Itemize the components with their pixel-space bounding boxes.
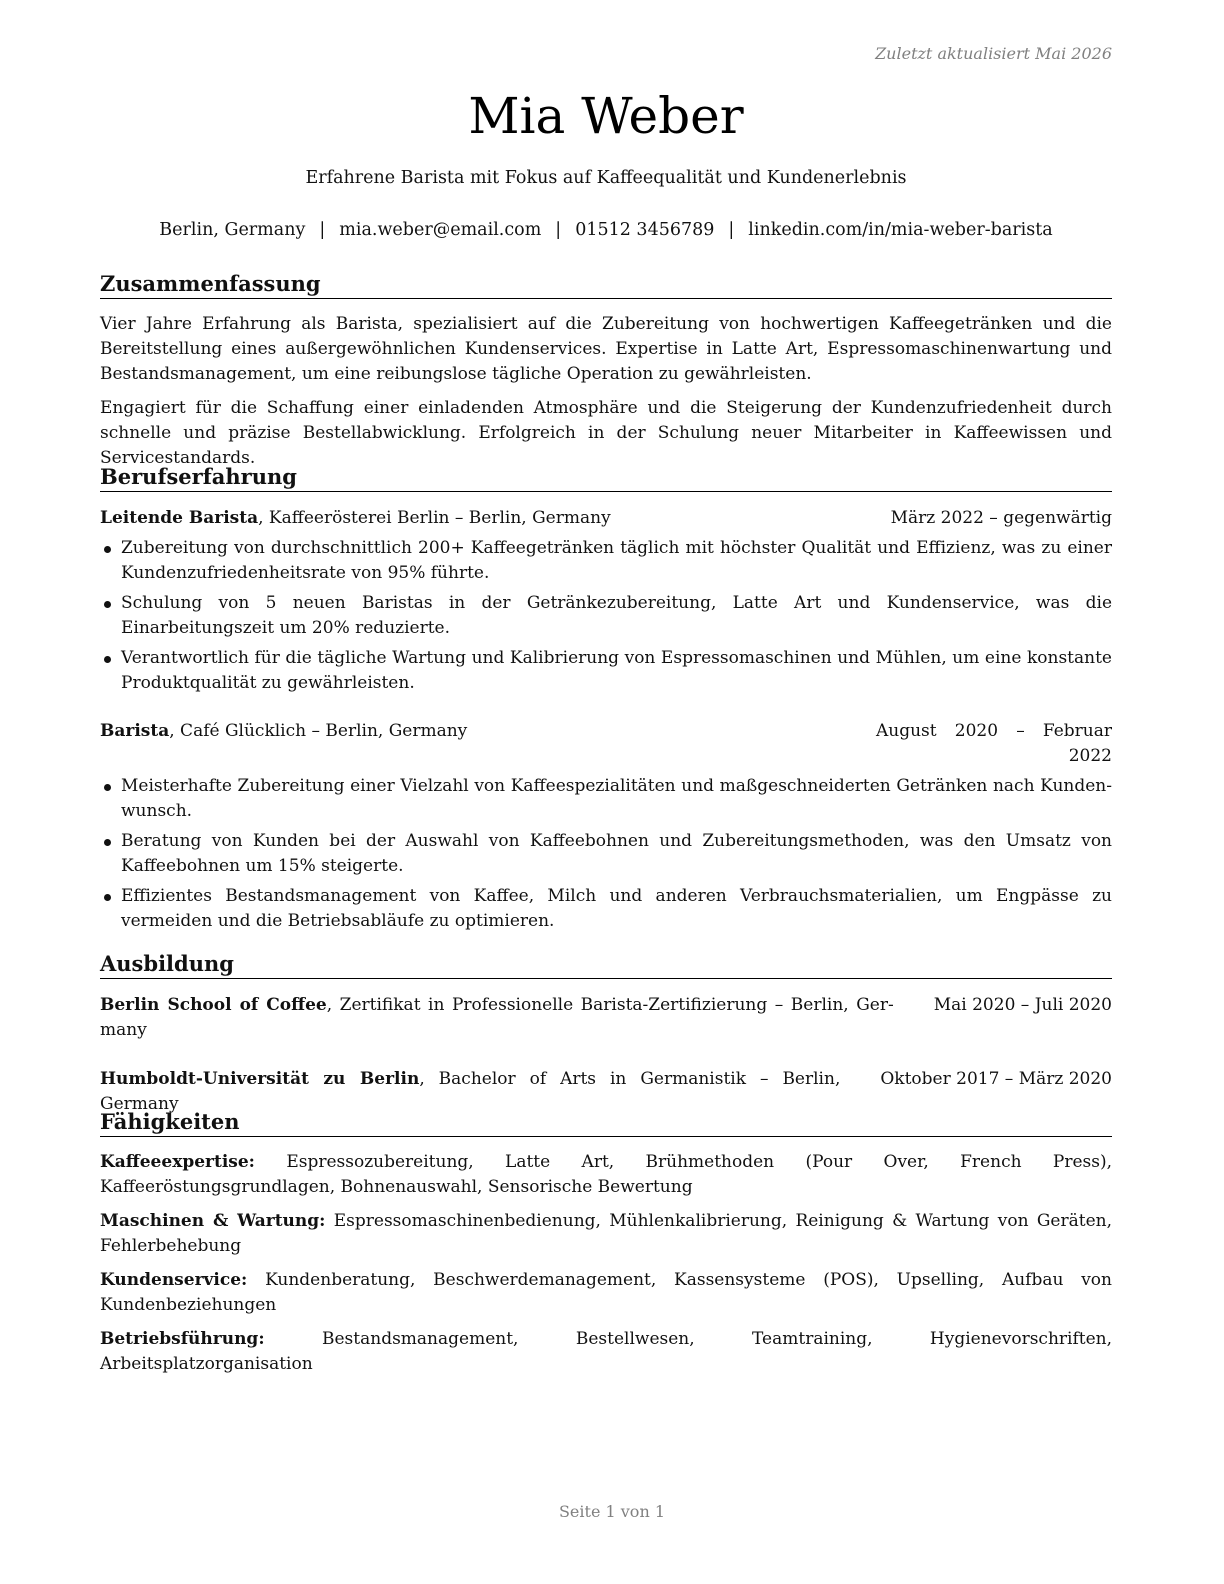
section-title: Fähigkeiten (100, 1109, 1112, 1137)
contact-separator: | (319, 220, 326, 240)
skill-group (100, 1150, 1112, 1200)
education-entry (100, 993, 1112, 1043)
degree-detail: , Zertifikat in Professionelle Barista-Zertifizierung – Berlin, Germany (100, 995, 894, 1040)
job-bullets (100, 774, 1112, 934)
candidate-name: Mia Weber (468, 87, 744, 145)
job-bullets (100, 536, 1112, 696)
job-header (100, 719, 1112, 769)
contact-location: Berlin, Germany (159, 220, 306, 240)
experience-section (100, 464, 1112, 934)
skill-label: Maschinen & Wartung: (100, 1211, 326, 1231)
bullet-item: Meisterhafte Zubereitung einer Vielzahl von Kaffeespezialitäten und maßgeschneiderten Getränken nach Kundenwunsch. (100, 774, 1112, 824)
section-title: Berufserfahrung (100, 464, 1112, 492)
education-section (100, 951, 1112, 1117)
job-dates: August 2020 – Februar 2022 (876, 721, 1112, 766)
last-updated: Zuletzt aktualisiert Mai 2026 (875, 44, 1112, 63)
skill-label: Kundenservice: (100, 1270, 248, 1290)
job-company: , Kaffeerösterei Berlin – Berlin, Germany (258, 508, 611, 528)
job-company: , Café Glücklich – Berlin, Germany (169, 721, 468, 741)
section-title: Zusammenfassung (100, 271, 1112, 299)
school-name: Humboldt-Universität zu Berlin (100, 1069, 420, 1089)
skill-label: Betriebsführung: (100, 1329, 265, 1349)
skill-text: Espressomaschinenbedienung, Mühlenkalibrierung, Reinigung & Wartung von Geräten, Fehlerbehebung (100, 1211, 1112, 1256)
job-dates: März 2022 – gegenwärtig (890, 508, 1112, 528)
contact-phone: 01512 3456789 (575, 220, 715, 240)
job-header (100, 506, 1112, 531)
degree-detail: , Bachelor of Arts in Germanistik – Berlin, Germany (100, 1069, 841, 1114)
headline: Erfahrene Barista mit Fokus auf Kaffeequalität und Kundenerlebnis (305, 168, 907, 188)
bullet-item: Zubereitung von durchschnittlich 200+ Kaffeegetränken täglich mit höchster Qualität und Effizienz, was zu einer Kundenzufriedenheitsrate von 95% führte. (100, 536, 1112, 586)
contact-separator: | (728, 220, 735, 240)
skill-text: Espressozubereitung, Latte Art, Brühmethoden (Pour Over, French Press), Kaffeeröstungsgrundlagen, Bohnenauswahl, Sensorische Bewertung (100, 1152, 1112, 1197)
skill-group (100, 1327, 1112, 1377)
contact-line (100, 220, 1112, 240)
page-number: Seite 1 von 1 (558, 1502, 666, 1521)
summary-section (100, 271, 1112, 471)
education-dates: Mai 2020 – Juli 2020 (933, 995, 1112, 1015)
school-name: Berlin School of Coffee (100, 995, 327, 1015)
skill-label: Kaffeeexpertise: (100, 1152, 255, 1172)
skill-text: Bestandsmanagement, Bestellwesen, Teamtraining, Hygienevorschriften, Arbeitsplatzorganisation (100, 1329, 1112, 1374)
contact-separator: | (555, 220, 562, 240)
skill-group (100, 1209, 1112, 1259)
job-role: Barista (100, 721, 170, 741)
contact-email[interactable]: mia.weber@email.com (339, 220, 542, 240)
summary-paragraph: Engagiert für die Schaffung einer einladenden Atmosphäre und die Steigerung der Kundenzufriedenheit durch schnelle und präzise Bestellabwicklung. Erfolgreich in der Schulung neuer Mitarbeiter in Kaffeewissen und Servicestandards. (100, 398, 1112, 468)
job-role: Leitende Barista (100, 508, 259, 528)
section-title: Ausbildung (100, 951, 1112, 979)
summary-paragraph: Vier Jahre Erfahrung als Barista, spezialisiert auf die Zubereitung von hochwertigen Kaffeegetränken und die Bereitstellung eines außergewöhnlichen Kundenservices. Expertise in Latte Art, Espressomaschinenwartung und Bestandsmanagement, um eine reibungslose tägliche Operation zu gewährleisten. (100, 314, 1112, 384)
skill-text: Kundenberatung, Beschwerdemanagement, Kassensysteme (POS), Upselling, Aufbau von Kundenbeziehungen (100, 1270, 1112, 1315)
bullet-item: Effizientes Bestandsmanagement von Kaffee, Milch und anderen Verbrauchsmaterialien, um Engpässe zu vermeiden und die Betriebsabläufe zu optimieren. (100, 884, 1112, 934)
contact-linkedin[interactable]: linkedin.com/in/mia-weber-barista (748, 220, 1053, 240)
bullet-item: Verantwortlich für die tägliche Wartung und Kalibrierung von Espressomaschinen und Mühlen, um eine konstante Produktqualität zu gewährleisten. (100, 646, 1112, 696)
education-dates: Oktober 2017 – März 2020 (880, 1069, 1112, 1089)
skill-group (100, 1268, 1112, 1318)
bullet-item: Beratung von Kunden bei der Auswahl von Kaffeebohnen und Zubereitungsmethoden, was den Umsatz von Kaffeebohnen um 15% steigerte. (100, 829, 1112, 879)
bullet-item: Schulung von 5 neuen Baristas in der Getränkezubereitung, Latte Art und Kundenservice, was die Einarbeitungszeit um 20% reduzierte. (100, 591, 1112, 641)
skills-section (100, 1109, 1112, 1377)
